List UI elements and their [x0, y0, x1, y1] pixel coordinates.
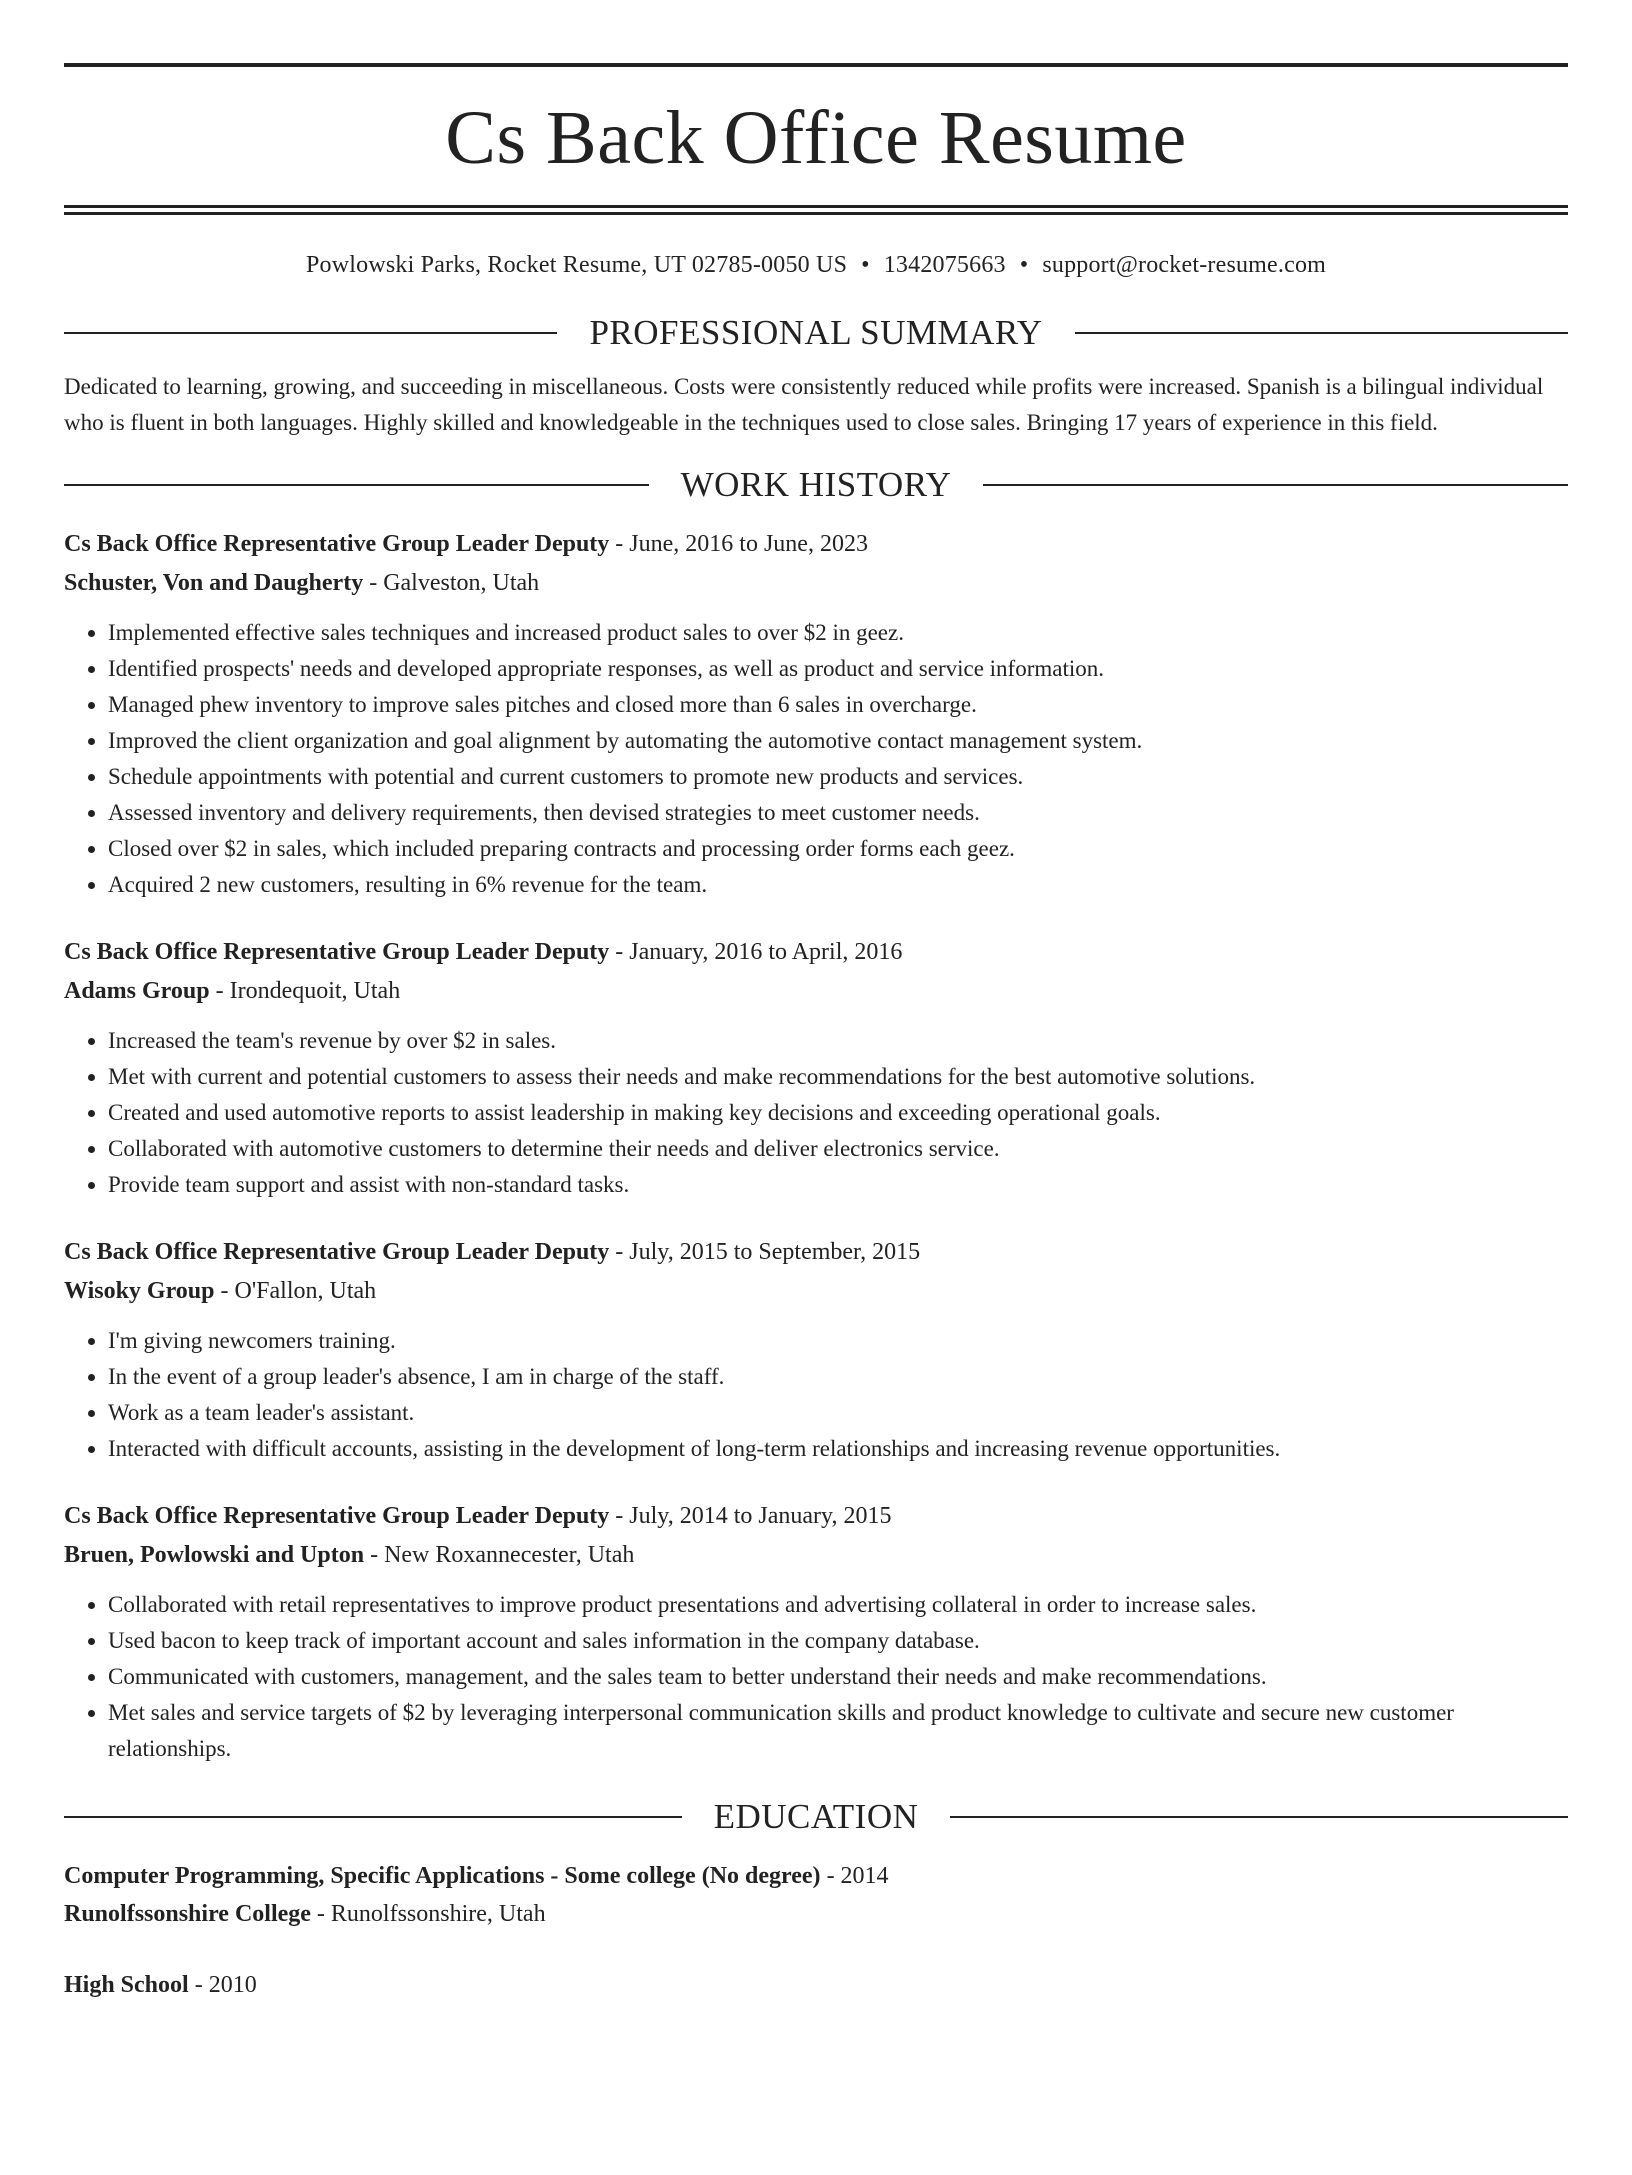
list-item: • Met sales and service targets of $2 by leveraging interpersonal communication skills and product knowledge to cultivate and secure new customer relationships. [108, 1695, 1568, 1767]
list-item: • Managed phew inventory to improve sales pitches and closed more than 6 sales in overcharge. [108, 687, 1568, 723]
job-entry [64, 933, 1568, 1203]
list-item: • Implemented effective sales techniques and increased product sales to over $2 in geez. [108, 615, 1568, 651]
list-item: • Collaborated with automotive customers to determine their needs and deliver electronics service. [108, 1131, 1568, 1167]
heading-rule-right [983, 484, 1568, 486]
list-item: • Created and used automotive reports to assist leadership in making key decisions and exceeding operational goals. [108, 1095, 1568, 1131]
job-company: Adams Group [64, 978, 210, 1004]
job-location: - O'Fallon, Utah [214, 1278, 377, 1304]
section-title: PROFESSIONAL SUMMARY [589, 313, 1043, 352]
top-rule [64, 63, 1568, 67]
contact-email: support@rocket-resume.com [1042, 252, 1327, 278]
education-entry [64, 1966, 1568, 2004]
section-title: WORK HISTORY [680, 465, 952, 504]
job-title: Cs Back Office Representative Group Leader Deputy [64, 939, 610, 965]
list-item: • Met with current and potential customers to assess their needs and make recommendations for the best automotive solutions. [108, 1059, 1568, 1095]
list-item: • Identified prospects' needs and developed appropriate responses, as well as product and service information. [108, 651, 1568, 687]
heading-rule-right [1075, 332, 1568, 334]
education-entry [64, 1857, 1568, 1933]
section-heading-summary [64, 311, 1568, 355]
list-item: • Used bacon to keep track of important account and sales information in the company database. [108, 1623, 1568, 1659]
list-item: • Communicated with customers, management, and the sales team to better understand their needs and make recommendations. [108, 1659, 1568, 1695]
education-degree: Computer Programming, Specific Applications - Some college (No degree) [64, 1863, 821, 1889]
education-degree: High School [64, 1972, 189, 1998]
job-title: Cs Back Office Representative Group Leader Deputy [64, 531, 610, 557]
education-year: - 2014 [820, 1863, 889, 1889]
resume-title: Cs Back Office Resume [445, 96, 1187, 180]
list-item: • Schedule appointments with potential and current customers to promote new products and services. [108, 759, 1568, 795]
contact-separator: • [861, 252, 870, 278]
job-dates: - July, 2015 to September, 2015 [609, 1239, 921, 1265]
job-location: - Galveston, Utah [363, 570, 540, 596]
job-company: Wisoky Group [64, 1278, 215, 1304]
list-item: • Work as a team leader's assistant. [108, 1395, 1568, 1431]
contact-address: Powlowski Parks, Rocket Resume, UT 02785-0050 US [305, 252, 848, 278]
heading-rule-left [64, 484, 649, 486]
job-location: - New Roxannecester, Utah [364, 1542, 635, 1568]
resume-page [0, 63, 1632, 2175]
job-company: Schuster, Von and Daugherty [64, 570, 364, 596]
job-company: Bruen, Powlowski and Upton [64, 1542, 365, 1568]
job-dates: - July, 2014 to January, 2015 [609, 1503, 892, 1529]
education-school: Runolfssonshire College [64, 1901, 311, 1927]
contact-phone: 1342075663 [883, 252, 1006, 278]
section-title: EDUCATION [713, 1797, 919, 1836]
job-entry [64, 1233, 1568, 1467]
section-heading-work [64, 463, 1568, 507]
job-location: - Irondequoit, Utah [209, 978, 401, 1004]
job-entry [64, 525, 1568, 903]
list-item: • Increased the team's revenue by over $2 in sales. [108, 1023, 1568, 1059]
education-year: - 2010 [188, 1972, 257, 1998]
contact-line [64, 249, 1568, 281]
heading-rule-right [950, 1816, 1568, 1818]
list-item: • Closed over $2 in sales, which included preparing contracts and processing order forms each geez. [108, 831, 1568, 867]
list-item: • Assessed inventory and delivery requirements, then devised strategies to meet customer needs. [108, 795, 1568, 831]
job-dates: - June, 2016 to June, 2023 [609, 531, 868, 557]
job-dates: - January, 2016 to April, 2016 [609, 939, 903, 965]
list-item: • Improved the client organization and goal alignment by automating the automotive contact management system. [108, 723, 1568, 759]
list-item: • In the event of a group leader's absence, I am in charge of the staff. [108, 1359, 1568, 1395]
job-bullets [64, 1023, 1568, 1203]
job-bullets [64, 615, 1568, 903]
job-entry [64, 1497, 1568, 1767]
contact-separator: • [1019, 252, 1029, 278]
section-heading-education [64, 1795, 1568, 1839]
summary-text: Dedicated to learning, growing, and succeeding in miscellaneous. Costs were consistently reduced while profits were increased. Spanish is a bilingual individual who is fluent in both languages. Highly skilled and knowledgeable in the techniques used to close sales. Bringing 17 years of experience in this field. [64, 374, 1544, 435]
list-item: • I'm giving newcomers training. [108, 1323, 1568, 1359]
job-bullets [64, 1587, 1568, 1767]
list-item: • Collaborated with retail representatives to improve product presentations and advertising collateral in order to increase sales. [108, 1587, 1568, 1623]
list-item: • Interacted with difficult accounts, assisting in the development of long-term relationships and increasing revenue opportunities. [108, 1431, 1568, 1467]
list-item: • Provide team support and assist with non-standard tasks. [108, 1167, 1568, 1203]
education-location: - Runolfssonshire, Utah [310, 1901, 546, 1927]
heading-rule-left [64, 1816, 682, 1818]
heading-rule-left [64, 332, 557, 334]
job-bullets [64, 1323, 1568, 1467]
job-title: Cs Back Office Representative Group Leader Deputy [64, 1239, 610, 1265]
list-item: • Acquired 2 new customers, resulting in 6% revenue for the team. [108, 867, 1568, 903]
job-title: Cs Back Office Representative Group Leader Deputy [64, 1503, 610, 1529]
title-double-rule [64, 205, 1568, 215]
